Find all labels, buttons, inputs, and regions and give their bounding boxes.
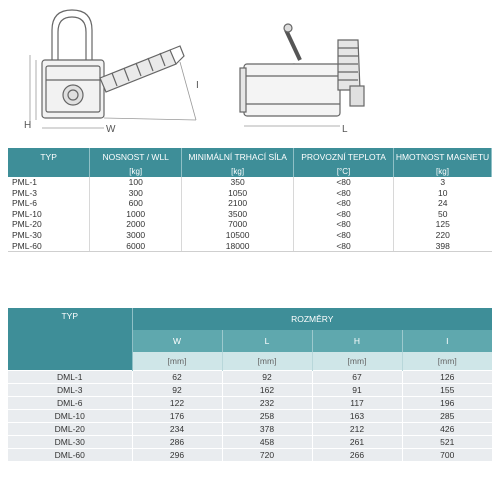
cell: 6000 — [90, 241, 182, 252]
dimensions-table — [8, 308, 492, 461]
col-header-h: H — [312, 330, 402, 352]
unit-w: [mm] — [132, 352, 222, 371]
cell: PML-1 — [8, 177, 90, 188]
cell: DML-1 — [8, 371, 132, 384]
cell: 426 — [402, 423, 492, 436]
cell: 458 — [222, 436, 312, 449]
col-header-typ: TYP — [8, 308, 132, 371]
cell: 163 — [312, 410, 402, 423]
cell: 1000 — [90, 209, 182, 220]
unit-i: [mm] — [402, 352, 492, 371]
table-row — [8, 371, 492, 384]
cell: PML-6 — [8, 198, 90, 209]
unit-breaking-force: [kg] — [182, 165, 294, 177]
table-row — [8, 436, 492, 449]
cell: 1050 — [182, 188, 294, 199]
cell: <80 — [294, 209, 394, 220]
cell: 261 — [312, 436, 402, 449]
cell: 296 — [132, 449, 222, 462]
cell: 3000 — [90, 230, 182, 241]
cell: 196 — [402, 397, 492, 410]
cell: 300 — [90, 188, 182, 199]
cell: 2000 — [90, 219, 182, 230]
cell: <80 — [294, 188, 394, 199]
cell: 92 — [222, 371, 312, 384]
cell: 258 — [222, 410, 312, 423]
cell: 3500 — [182, 209, 294, 220]
cell: <80 — [294, 230, 394, 241]
cell: 285 — [402, 410, 492, 423]
technical-drawings — [0, 0, 500, 140]
table-row — [8, 198, 492, 209]
cell: 24 — [438, 198, 448, 209]
unit-l: [mm] — [222, 352, 312, 371]
unit-h: [mm] — [312, 352, 402, 371]
cell: 398 — [394, 241, 492, 252]
table-row — [8, 177, 492, 188]
col-header-wll: NOSNOST / WLL — [90, 148, 182, 165]
cell: DML-3 — [8, 384, 132, 397]
dim-h-label: H — [24, 120, 32, 131]
cell: DML-20 — [8, 423, 132, 436]
cell: 232 — [222, 397, 312, 410]
cell: 10500 — [182, 230, 294, 241]
cell: 122 — [132, 397, 222, 410]
table-row — [8, 423, 492, 436]
cell: PML-20 — [8, 219, 90, 230]
col-header-l: L — [222, 330, 312, 352]
cell: 62 — [132, 371, 222, 384]
cell: PML-30 — [8, 230, 90, 241]
table-row — [8, 384, 492, 397]
cell: 266 — [312, 449, 402, 462]
table-row — [8, 397, 492, 410]
cell: 100 — [90, 177, 182, 188]
cell: 286 — [132, 436, 222, 449]
cell: 162 — [222, 384, 312, 397]
cell: 7000 — [182, 219, 294, 230]
cell: 18000 — [182, 241, 294, 252]
col-header-typ: TYP — [8, 148, 90, 165]
cell: 521 — [402, 436, 492, 449]
col-header-temperature: PROVOZNÍ TEPLOTA — [294, 148, 394, 165]
unit-weight: [kg] — [394, 165, 492, 177]
table-row — [8, 410, 492, 423]
cell: 91 — [312, 384, 402, 397]
cell: DML-6 — [8, 397, 132, 410]
cell: 600 — [90, 198, 182, 209]
cell: <80 — [294, 219, 394, 230]
cell: 50 — [438, 208, 448, 219]
cell: 234 — [132, 423, 222, 436]
col-header-w: W — [132, 330, 222, 352]
cell: 720 — [222, 449, 312, 462]
unit-wll: [kg] — [90, 165, 182, 177]
cell: 700 — [402, 449, 492, 462]
cell: DML-60 — [8, 449, 132, 462]
group-header-dimensions: ROZMĚRY — [132, 308, 492, 330]
cell: 212 — [312, 423, 402, 436]
cell: 176 — [132, 410, 222, 423]
unit-temperature: [°C] — [294, 165, 394, 177]
cell: 126 — [402, 371, 492, 384]
unit-typ — [8, 165, 90, 177]
cell: <80 — [294, 241, 394, 252]
table-row — [8, 241, 492, 252]
cell: PML-3 — [8, 188, 90, 199]
magnet-drawing — [0, 0, 500, 140]
cell: 155 — [402, 384, 492, 397]
table-row — [8, 209, 492, 220]
cell: <80 — [294, 198, 394, 209]
cell: DML-30 — [8, 436, 132, 449]
cell: 3 — [440, 177, 446, 187]
cell: 117 — [312, 397, 402, 410]
cell: 92 — [132, 384, 222, 397]
cell: 125 — [435, 219, 450, 230]
table-row — [8, 219, 492, 230]
cell: 10 — [438, 187, 448, 198]
table-row — [8, 230, 492, 241]
table-row — [8, 188, 492, 199]
dim-w-label: W — [106, 124, 116, 135]
table-row — [8, 449, 492, 462]
cell: 2100 — [182, 198, 294, 209]
cell: 378 — [222, 423, 312, 436]
cell: 220 — [435, 229, 450, 240]
cell: PML-10 — [8, 209, 90, 220]
col-header-breaking-force: MINIMÁLNÍ TRHACÍ SÍLA — [182, 148, 294, 165]
dim-i-label: I — [196, 80, 199, 91]
specs-table — [8, 148, 492, 252]
cell: PML-60 — [8, 241, 90, 252]
cell: DML-10 — [8, 410, 132, 423]
cell: <80 — [294, 177, 394, 188]
cell: 67 — [312, 371, 402, 384]
dim-l-label: L — [342, 124, 348, 135]
col-header-i: I — [402, 330, 492, 352]
col-header-weight: HMOTNOST MAGNETU — [394, 148, 492, 165]
cell: 350 — [182, 177, 294, 188]
